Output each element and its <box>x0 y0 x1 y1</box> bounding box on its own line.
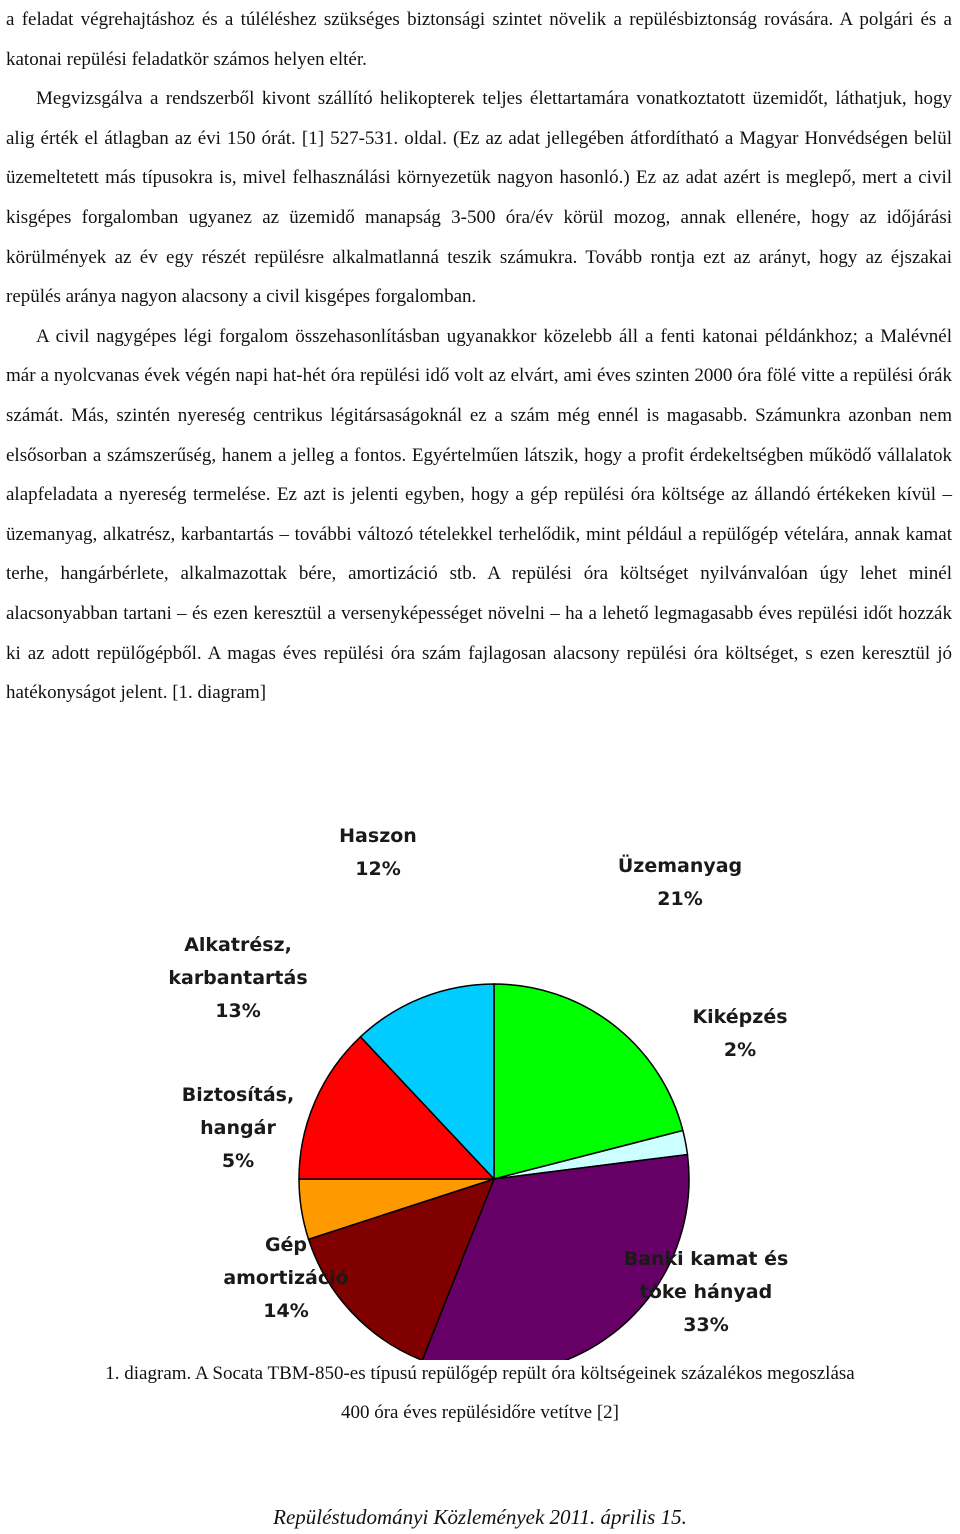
pie-label-5: Alkatrész, karbantartás 13% <box>168 934 308 1022</box>
article-body <box>6 0 952 713</box>
journal-footer: Repüléstudományi Közlemények 2011. április 15. <box>273 1505 687 1529</box>
pie-label-1: Kiképzés 2% <box>692 1006 788 1061</box>
chart-caption-line-2: 400 óra éves repülésidőre vetítve [2] <box>340 1402 620 1423</box>
paragraph-3: A civil nagygépes légi forgalom összehasonlításban ugyanakkor közelebb áll a fenti katonai példánkhoz; a Malévnél már a nyolcvanas évek végén napi hat-hét óra repülési idő volt az elvárt, ami éves szinten 2000 óra fölé vitte a repülési órák számát. Más, szintén nyereség centrikus légitársaságoknál ez a szám még ennél is magasabb. Számunkra azonban nem elsősorban a számszerűség, hanem a jelleg a fontos. Egyértelműen látszik, hogy a profit érdekeltségben működő vállalatok alapfeladata a nyereség termelése. Ez azt is jelenti egyben, hogy a gép repülési óra költsége az állandó értékeken kívül – üzemanyag, alkatrész, karbantartás – további változó tételekkel terhelődik, mint például a repülőgép vételára, annak kamat terhe, hangárbérlete, alkalmazottak bére, amortizáció stb. A repülési óra költséget nyilvánvalóan úgy lehet minél alacsonyabban tartani – és ezen keresztül a versenyképességet növelni – ha a lehető legmagasabb éves repülési időt hozzák ki az adott repülőgépből. A magas éves repülési óra szám fajlagosan alacsony repülési óra költséget, s ezen keresztül jó hatékonyságot jelent. [1. diagram] <box>6 325 952 704</box>
pie-label-3: Gép amortizáció 14% <box>223 1234 349 1322</box>
chart-caption-line-1: 1. diagram. A Socata TBM-850-es típusú repülőgép repült óra költségeinek százalékos megoszlása <box>105 1363 855 1384</box>
pie-slices <box>299 984 689 1360</box>
pie-label-0: Üzemanyag 21% <box>617 855 743 910</box>
paragraph-1: a feladat végrehajtáshoz és a túléléshez szükséges biztonsági szintet növelik a repülésbiztonság rovására. A polgári és a katonai repülési feladatkör számos helyen eltér. <box>6 9 952 70</box>
pie-label-6: Haszon 12% <box>339 825 417 880</box>
pie-label-4: Biztosítás, hangár 5% <box>181 1084 295 1172</box>
pie-label-2: Banki kamat és tőke hányad 33% <box>623 1248 789 1336</box>
paragraph-2: Megvizsgálva a rendszerből kivont szállító helikopterek teljes élettartamára vonatkoztatott üzemidőt, láthatjuk, hogy alig érték el átlagban az évi 150 órát. [1] 527-531. oldal. (Ez az adat jellegében átfordítható a Magyar Honvédségen belül üzemeltetett más típusokra is, mivel felhasználási környezetük nagyon hasonló.) Ez az adat azért is meglepő, mert a civil kisgépes forgalomban ugyanez az üzemidő manapság 3-500 óra/év körül mozog, annak ellenére, hogy az időjárási körülmények az év egy részét repülésre alkalmatlanná teszik számukra. Tovább rontja ezt az arányt, hogy az éjszakai repülés aránya nagyon alacsony a civil kisgépes forgalomban. <box>6 88 952 308</box>
cost-pie-chart <box>0 820 960 1360</box>
